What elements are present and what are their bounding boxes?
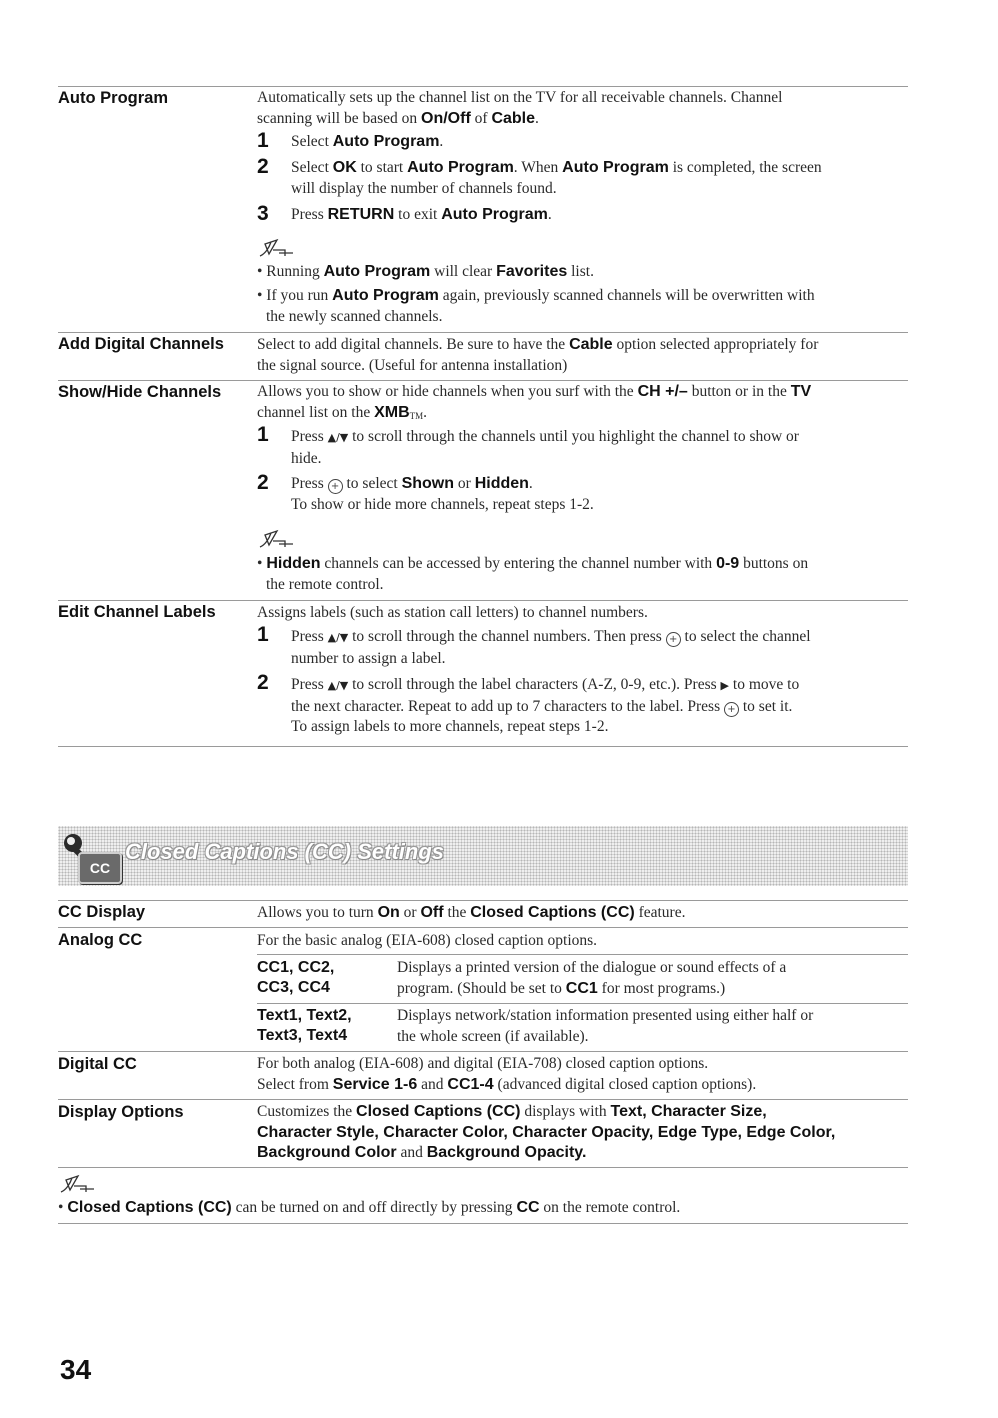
bold-term: TV <box>790 383 812 400</box>
bold-term: On/Off <box>421 109 471 127</box>
bold-term: Auto Program <box>332 133 440 150</box>
bold-term: Background Opacity. <box>426 1144 587 1161</box>
text: Text3, Text4 <box>257 1027 348 1044</box>
rule <box>257 954 908 955</box>
edit-labels-step-1 <box>291 627 903 669</box>
note-pencil-icon <box>257 527 297 551</box>
rule <box>58 332 908 333</box>
bold-term: CC1 <box>565 979 598 997</box>
text: . <box>423 403 428 421</box>
rule <box>257 1003 908 1004</box>
text: the remote control. <box>266 575 384 593</box>
text: of <box>470 109 492 127</box>
text: to scroll through the label characters (A-Z, 0-9, etc.). Press <box>348 676 721 693</box>
enter-button-icon: + <box>724 702 739 717</box>
bold-term: Off <box>420 904 444 921</box>
cc-display-label: CC Display <box>58 903 146 921</box>
text: is completed, the screen <box>668 159 822 176</box>
cc-display-desc <box>257 903 905 924</box>
section-title: Closed Captions (CC) Settings <box>125 839 445 864</box>
bold-term: CC <box>516 1199 540 1216</box>
text: number to assign a label. <box>291 649 446 667</box>
page-number: 34 <box>60 1354 92 1385</box>
cc-note <box>58 1198 908 1219</box>
bold-term: Closed Captions (CC) <box>470 904 635 921</box>
up-down-arrow-icon: ▲/▼ <box>327 431 349 444</box>
bold-term: Auto Program <box>332 287 439 304</box>
text: CC1, CC2, <box>257 959 335 976</box>
bold-term: RETURN <box>327 206 395 223</box>
text: or <box>399 904 421 921</box>
bold-term: CH +/– <box>637 383 688 400</box>
text: will clear <box>430 263 497 280</box>
cc-badge-text: CC <box>89 860 111 876</box>
text: buttons on <box>739 555 809 572</box>
text: button or in the <box>687 383 791 400</box>
rule <box>58 1099 908 1100</box>
text: the newly scanned channels. <box>266 307 443 325</box>
analog-cc-label: Analog CC <box>58 931 143 949</box>
display-options-desc <box>257 1102 905 1164</box>
step-number: 2 <box>257 471 269 494</box>
text: (advanced digital closed caption options). <box>493 1075 757 1093</box>
bold-term: XMB <box>374 403 410 421</box>
show-hide-note <box>257 554 905 595</box>
step-number: 1 <box>257 129 269 152</box>
text: and <box>417 1075 448 1093</box>
text: displays with <box>520 1103 611 1120</box>
text: • If you run <box>257 287 333 304</box>
bold-term: Favorites <box>496 263 568 280</box>
text: Text1, Text2, <box>257 1007 352 1024</box>
text: and <box>396 1144 427 1161</box>
text: Displays a printed version of the dialogue or sound effects of a <box>397 959 787 976</box>
auto-program-step-3 <box>291 205 903 226</box>
rule <box>58 600 908 601</box>
show-hide-channels-desc <box>257 382 905 426</box>
bold-term: OK <box>332 159 357 176</box>
trademark: TM <box>409 410 424 421</box>
auto-program-note-2 <box>257 286 905 327</box>
rule <box>58 746 908 747</box>
text: Select to add digital channels. Be sure to have the <box>257 336 570 353</box>
rule <box>58 927 908 928</box>
step-number: 2 <box>257 671 269 694</box>
text: program. (Should be set to <box>397 979 566 997</box>
text: or <box>454 475 475 492</box>
auto-program-label: Auto Program <box>58 89 169 107</box>
bold-term: Hidden <box>266 555 321 572</box>
text: To assign labels to more channels, repeat steps 1-2. <box>291 718 609 735</box>
cc-icon <box>78 852 122 884</box>
text: the <box>443 904 471 921</box>
add-digital-channels-label: Add Digital Channels <box>58 335 224 353</box>
bold-term: Cable <box>569 336 613 353</box>
analog-cc-desc: For the basic analog (EIA-608) closed caption options. <box>257 932 598 949</box>
bold-term: Auto Program <box>407 159 514 176</box>
bold-term: Text, Character Size, <box>610 1103 767 1120</box>
text: Press <box>291 206 328 223</box>
text: To show or hide more channels, repeat steps 1-2. <box>291 495 594 513</box>
up-down-arrow-icon: ▲/▼ <box>327 679 349 692</box>
text: . <box>528 475 533 492</box>
text: Select from <box>257 1075 333 1093</box>
bold-term: Background Color <box>257 1144 397 1161</box>
text: scanning will be based on <box>257 109 422 127</box>
enter-button-icon: + <box>328 479 343 494</box>
step-number: 2 <box>257 155 269 178</box>
text: Allows you to turn <box>257 904 378 921</box>
auto-program-step-2 <box>291 158 903 199</box>
text: Select <box>291 133 333 150</box>
text: to move to <box>729 676 800 693</box>
text: Automatically sets up the channel list on the TV for all receivable channels. Channel <box>257 89 783 106</box>
text: to select <box>342 475 402 492</box>
analog-option-desc <box>397 958 907 999</box>
rule <box>58 1167 908 1168</box>
display-options-label: Display Options <box>58 1103 184 1121</box>
bold-term: 0-9 <box>716 555 740 572</box>
text: Press <box>291 428 328 445</box>
up-down-arrow-icon: ▲/▼ <box>327 631 349 644</box>
bold-term: Character Style, Character Color, Character Opacity, Edge Type, Edge Color, <box>257 1123 836 1141</box>
step-number: 3 <box>257 202 269 225</box>
bold-term: Auto Program <box>441 206 548 223</box>
bold-term: Closed Captions (CC) <box>67 1199 232 1216</box>
auto-program-note-1 <box>257 262 905 283</box>
bold-term: Shown <box>401 475 455 492</box>
text: channel list on the <box>257 403 375 421</box>
text: CC3, CC4 <box>257 979 330 996</box>
text: again, previously scanned channels will be overwritten with <box>438 287 815 304</box>
text: . When <box>513 159 563 176</box>
analog-option-name <box>257 958 334 998</box>
auto-program-step-1 <box>291 132 903 153</box>
text: . <box>547 206 552 223</box>
show-hide-step-2 <box>291 474 903 515</box>
rule-bottom <box>58 1223 908 1224</box>
analog-option-desc <box>397 1006 907 1047</box>
text: list. <box>567 263 594 280</box>
bold-term: CC1-4 <box>447 1075 494 1093</box>
digital-cc-label: Digital CC <box>58 1055 137 1073</box>
text: • <box>257 555 267 572</box>
step-number: 1 <box>257 423 269 446</box>
show-hide-step-1 <box>291 427 903 469</box>
show-hide-channels-label: Show/Hide Channels <box>58 383 222 401</box>
text: the signal source. (Useful for antenna installation) <box>257 356 568 374</box>
text: the next character. Repeat to add up to 7 characters to the label. Press <box>291 697 724 715</box>
text: will display the number of channels found. <box>291 179 557 197</box>
text: Customizes the <box>257 1103 357 1120</box>
text: • Running <box>257 263 324 280</box>
note-pencil-icon <box>257 236 297 260</box>
text: Press <box>291 676 328 693</box>
text: feature. <box>634 904 686 921</box>
text: for most programs.) <box>597 979 726 997</box>
text: the whole screen (if available). <box>397 1027 589 1045</box>
text: For both analog (EIA-608) and digital (EIA-708) closed caption options. <box>257 1055 709 1072</box>
text: option selected appropriately for <box>612 336 819 353</box>
text: Press <box>291 475 328 492</box>
bold-term: Hidden <box>474 475 529 492</box>
text: to start <box>356 159 408 176</box>
text: to select the channel <box>680 628 811 645</box>
text: on the remote control. <box>539 1199 681 1216</box>
text: . <box>535 109 539 127</box>
auto-program-desc <box>257 88 905 129</box>
step-number: 1 <box>257 623 269 646</box>
edit-channel-labels-label: Edit Channel Labels <box>58 603 216 621</box>
note-pencil-icon <box>58 1172 98 1196</box>
right-arrow-icon: ▶ <box>720 679 730 692</box>
digital-cc-desc <box>257 1054 905 1095</box>
text: • <box>58 1199 68 1216</box>
rule <box>58 900 908 901</box>
text: channels can be accessed by entering the channel number with <box>320 555 717 572</box>
enter-button-icon: + <box>666 632 681 647</box>
text: . <box>439 133 444 150</box>
rule <box>58 380 908 381</box>
bold-term: On <box>377 904 400 921</box>
text: Allows you to show or hide channels when you surf with the <box>257 383 638 400</box>
rule-top <box>58 86 908 87</box>
edit-channel-labels-desc: Assigns labels (such as station call letters) to channel numbers. <box>257 604 648 621</box>
rule <box>58 1051 908 1052</box>
add-digital-channels-desc <box>257 335 905 376</box>
text: hide. <box>291 449 322 467</box>
bold-term: Cable <box>491 109 536 127</box>
bold-term: Auto Program <box>562 159 669 176</box>
analog-option-name <box>257 1006 352 1046</box>
bold-term: Auto Program <box>323 263 431 280</box>
text: can be turned on and off directly by pressing <box>231 1199 517 1216</box>
text: Displays network/station information presented using either half or <box>397 1007 814 1024</box>
text: to exit <box>394 206 442 223</box>
text: to scroll through the channels until you highlight the channel to show or <box>348 428 799 445</box>
text: Select <box>291 159 333 176</box>
text: to scroll through the channel numbers. Then press <box>348 628 666 645</box>
text: Press <box>291 628 328 645</box>
edit-labels-step-2 <box>291 675 903 738</box>
bold-term: Service 1-6 <box>332 1075 418 1093</box>
text: to set it. <box>738 697 793 715</box>
bold-term: Closed Captions (CC) <box>356 1103 521 1120</box>
